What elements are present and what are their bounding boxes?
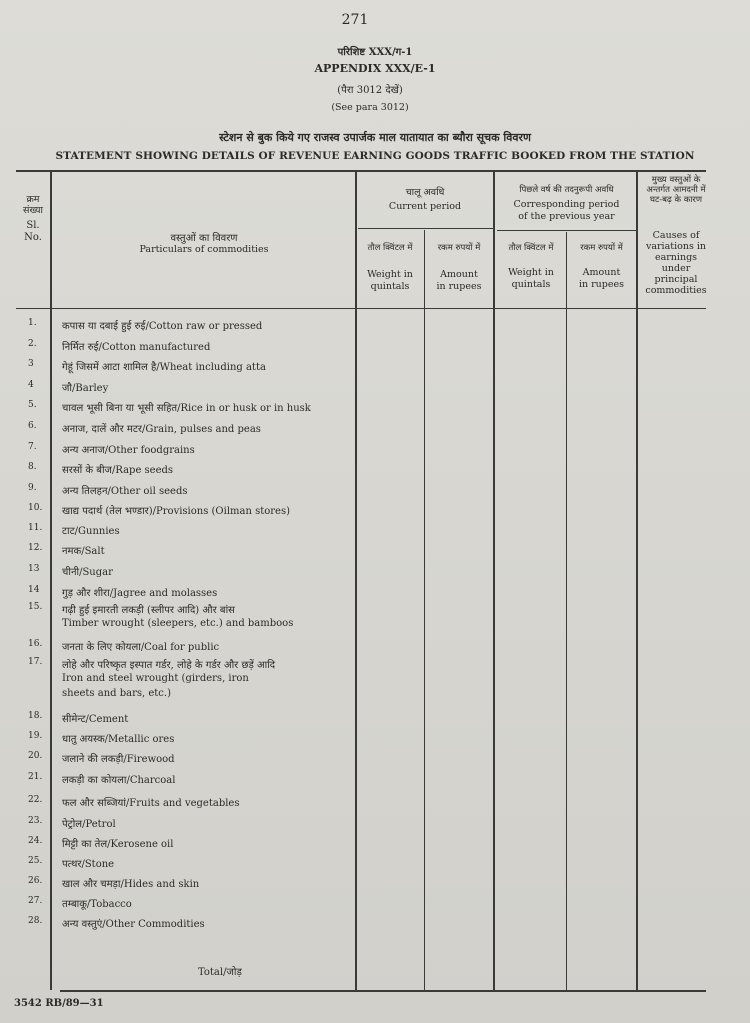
prev-header-english-1: Corresponding period bbox=[513, 199, 620, 210]
current-amount-english-2: in rupees bbox=[436, 281, 482, 292]
current-header-english: Current period bbox=[388, 201, 462, 212]
causes-header-english-2: variations in bbox=[645, 241, 707, 252]
sl-header-hindi: क्रम संख्या bbox=[23, 194, 43, 216]
sl-header-english-2: No. bbox=[24, 232, 42, 243]
particulars-header-hindi: वस्तुओं का विवरण bbox=[170, 233, 238, 244]
prev-weight-english-2: quintals bbox=[511, 279, 551, 290]
prev-header-hindi: पिछले वर्ष की तदनुरूपी अवधि bbox=[519, 185, 614, 195]
header-bottom-rule bbox=[16, 308, 706, 309]
title-english: STATEMENT SHOWING DETAILS OF REVENUE EARNING GOODS TRAFFIC BOOKED FROM THE STATION bbox=[55, 150, 695, 162]
title-hindi: स्टेशन से बुक किये गए राजस्व उपार्जक माल यातायात का ब्यौरा सूचक विवरण bbox=[219, 131, 531, 144]
table-bottom-rule bbox=[60, 990, 706, 992]
sl-header-english-1: Sl. bbox=[26, 220, 40, 231]
prev-amount-english-2: in rupees bbox=[578, 279, 625, 290]
appendix-english: APPENDIX XXX/E-1 bbox=[314, 62, 436, 75]
col-divider-particulars bbox=[355, 172, 357, 990]
prev-weight-english-1: Weight in bbox=[508, 267, 554, 278]
col-divider-sl bbox=[50, 172, 52, 990]
current-weight-english-1: Weight in bbox=[367, 269, 413, 280]
para-hindi: (पैरा 3012 देखें) bbox=[337, 85, 403, 96]
prev-weight-hindi: तौल क्विंटल में bbox=[508, 243, 554, 253]
causes-header-english-6: commodities bbox=[645, 285, 707, 296]
page-number: 271 bbox=[341, 12, 369, 28]
prev-subrule bbox=[497, 230, 636, 231]
document-page: 271 परिशिष्ट XXX/ग-1 APPENDIX XXX/E-1 (पैरा 3012 देखें) (See para 3012) स्टेशन से बुक किये गए राजस्व उपार्जक माल यातायात का ब्यौरा सूचक विवरण STATEMENT SHOWING DETAILS OF REVENUE EARNING GOODS TRAFFIC BOOKED FROM THE STATION क्रम संख्या Sl. No. वस्तुओं का विवरण Particulars of commodities चालू अवधि Current period पिछले वर्ष की तदनुरूपी अवधि Corresponding period of the previous year तौल क्विंटल में Weight in quintals रकम रुपयों में Amount in rupees तौल क्विंटल में Weight in quintals रकम रुपयों में Amount in rupees मुख्य वस्तुओं के अन्तर्गत आमदनी में घट-बढ़ के कारण Causes of variations in earnings under principal commodities 1. कपास या दबाई हुई रुई/Cotton raw or pressed 2. निर्मित रुई/Cotton manufactured 3 गेहूं जिसमें आटा शामिल है/Wheat including atta 4 जौ/Barley 5. चावल भूसी बिना या भूसी सहित/Rice in or husk or in husk 6. अनाज, दालें और मटर/Grain, pulses and peas 7. अन्य अनाज/Other foodgrains 8. सरसों के बीज/Rape seeds 9. अन्य तिलहन/Other oil seeds 10. खाद्य पदार्थ (तेल भण्डार)/Provisions (Oilman stores) 11. टाट/Gunnies 12. नमक/Salt 13 चीनी/Sugar 14 गुड़ और शीरा/Jagree and molasses 15. गढ़ी हुई इमारती लकड़ी (स्लीपर आदि) और बांस Timber wrought (sleepers, etc.) and bamboos 16. जनता के लिए कोयला/Coal for public 17. लोहे और परिष्कृत इस्पात गर्डर, लोहे के गर्डर और छड़ें आदि Iron and steel wrought (girders, iron sheets and bars, etc.) 18. सीमेन्ट/Cement 19. धातु अयस्क/Metallic ores 20. जलाने की लकड़ी/Firewood 21. लकड़ी का कोयला/Charcoal 22. फल और सब्जियां/Fruits and vegetables 23. पेट्रोल/Petrol 24. मिट्टी का तेल/Kerosene oil 25. पत्थर/Stone 26. खाल और चमड़ा/Hides and skin 27. तम्बाकू/Tobacco 28. अन्य वस्तुएं/Other Commodities Total/जोड़ 3542 RB/89—31 bbox=[0, 0, 750, 1023]
col-divider-current bbox=[424, 230, 425, 990]
footer-code: 3542 RB/89—31 bbox=[14, 998, 104, 1009]
causes-header-english-4: under bbox=[661, 263, 691, 274]
causes-header-english-1: Causes of bbox=[652, 230, 700, 241]
prev-amount-english-1: Amount bbox=[582, 267, 621, 278]
current-header-hindi: चालू अवधि bbox=[405, 187, 445, 198]
current-subrule bbox=[358, 228, 493, 229]
col-divider-current-end bbox=[493, 172, 495, 990]
total-label: Total/जोड़ bbox=[198, 967, 242, 978]
particulars-header-english: Particulars of commodities bbox=[139, 244, 269, 255]
col-divider-prev bbox=[566, 232, 567, 990]
prev-header-english-2: of the previous year bbox=[518, 211, 615, 222]
para-english: (See para 3012) bbox=[331, 102, 409, 113]
causes-header-english-5: principal bbox=[654, 274, 698, 285]
current-amount-english-1: Amount bbox=[440, 269, 478, 280]
prev-amount-hindi: रकम रुपयों में bbox=[580, 243, 623, 253]
current-weight-hindi: तौल क्विंटल में bbox=[367, 243, 413, 253]
appendix-hindi: परिशिष्ट XXX/ग-1 bbox=[337, 47, 413, 58]
table-top-rule bbox=[16, 170, 706, 172]
current-amount-hindi: रकम रुपयों में bbox=[437, 243, 481, 253]
col-divider-prev-end bbox=[636, 172, 638, 990]
current-weight-english-2: quintals bbox=[370, 281, 410, 292]
causes-header-hindi: मुख्य वस्तुओं के अन्तर्गत आमदनी में घट-बढ़ के कारण bbox=[646, 175, 706, 205]
causes-header-english-3: earnings bbox=[654, 252, 698, 263]
